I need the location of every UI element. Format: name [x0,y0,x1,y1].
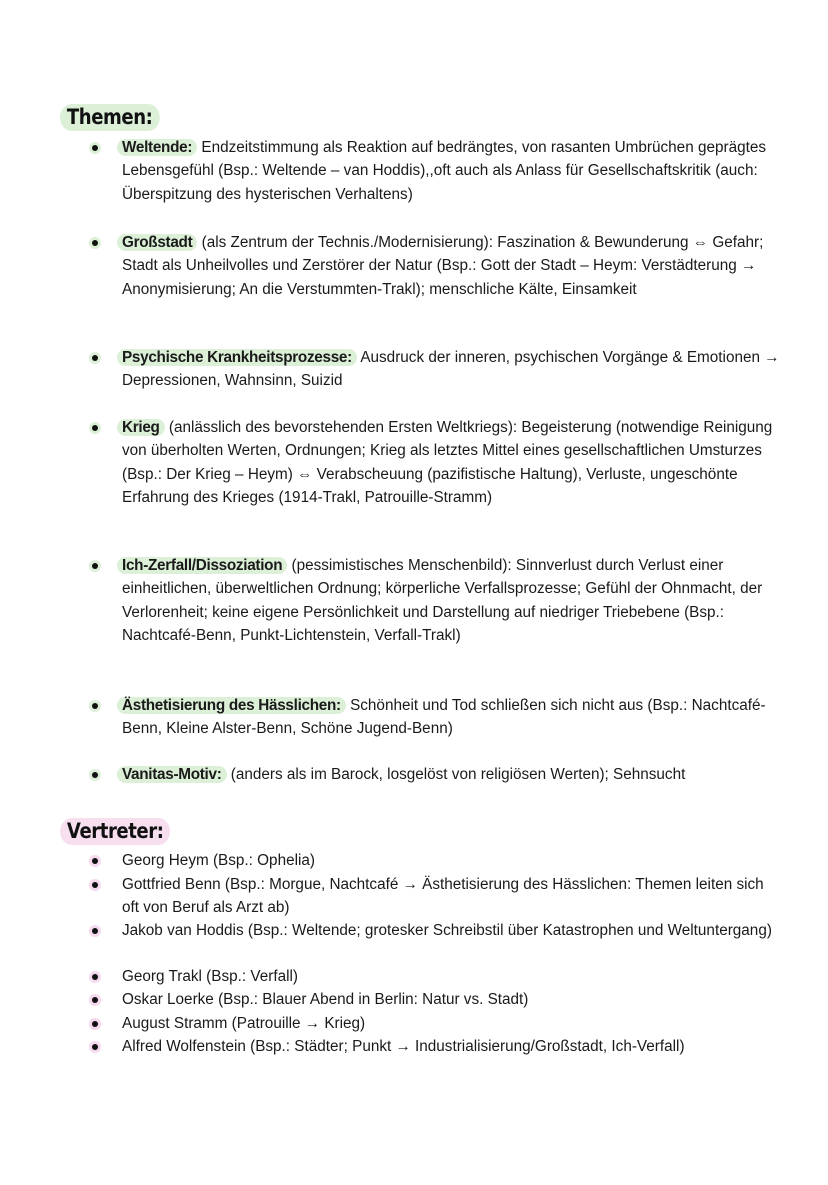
theme-item-psychische-krankheitsprozesse [92,346,782,393]
theme-description: (pessimistisches Menschenbild): Sinnverlust durch Verlust einer einheitlichen, überweltlichen Ordnung; körperliche Verfallsprozesse; Gefühl der Ohnmacht, der Verlorenheit; keine eigene Persönlichkeit und Darstellung auf niedriger Triebebene (Bsp.: Nachtcafé-Benn, Punkt-Lichtenstein, Verfall-Trakl) [122,557,763,644]
theme-item-weltende [92,136,782,206]
theme-description: (anlässlich des bevorstehenden Ersten Weltkriegs): Begeisterung (notwendige Reinigung von überholten Werten, Ordnungen; Krieg als letztes Mittel eines gesellschaftlichen Umsturzes (Bsp.: Der Krieg – Heym) ⇔ Verabscheuung (pazifistische Haltung), Verluste, ungeschönte Erfahrung des Krieges (1914-Trakl, Patrouille-Stramm) [122,419,773,506]
bullet-icon [92,1021,98,1027]
bullet-icon [92,772,98,778]
theme-keyword: Krieg [117,419,165,436]
theme-keyword: Großstadt [117,234,197,251]
representative-item [92,1012,782,1035]
theme-keyword: Ich-Zerfall/Dissoziation [117,557,287,574]
representative-text: Alfred Wolfenstein (Bsp.: Städter; Punkt → Industrialisierung/Großstadt, Ich-Verfall) [122,1038,685,1055]
bullet-icon [92,928,98,934]
representative-item [92,873,782,920]
theme-description: (als Zentrum der Technis./Modernisierung): Faszination & Bewunderung ⇔ Gefahr; Stadt als Unheilvolles und Zerstörer der Natur (Bsp.: Gott der Stadt – Heym: Verstädterung → Anonymisierung; An die Verstummten-Trakl); menschliche Kälte, Einsamkeit [122,234,764,298]
theme-item-grossstadt [92,231,782,301]
theme-keyword: Vanitas-Motiv: [117,766,227,783]
theme-description: (anders als im Barock, losgelöst von religiösen Werten); Sehnsucht [226,766,686,783]
bullet-icon [92,858,98,864]
representative-text: Oskar Loerke (Bsp.: Blauer Abend in Berlin: Natur vs. Stadt) [122,991,529,1008]
representative-text: August Stramm (Patrouille → Krieg) [122,1015,366,1032]
theme-description: Ausdruck der inneren, psychischen Vorgänge & Emotionen → Depressionen, Wahnsinn, Suizid [122,349,780,390]
theme-keyword: Psychische Krankheitsprozesse: [117,349,357,366]
theme-keyword: Weltende: [117,139,197,156]
theme-item-ich-zerfall [92,554,782,647]
theme-description: Endzeitstimmung als Reaktion auf bedrängtes, von rasanten Umbrüchen geprägtes Lebensgefühl (Bsp.: Weltende – van Hoddis),,oft auch als Anlass für Gesellschaftskritik (auch: Überspitzung des hysterischen Verhaltens) [122,139,766,203]
bullet-icon [92,563,98,569]
representative-item [92,988,782,1011]
bullet-icon [92,1044,98,1050]
bullet-icon [92,974,98,980]
representative-text: Georg Heym (Bsp.: Ophelia) [122,852,315,869]
bullet-icon [92,425,98,431]
theme-description: Schönheit und Tod schließen sich nicht aus (Bsp.: Nachtcafé-Benn, Kleine Alster-Benn, Schöne Jugend-Benn) [122,697,766,738]
bullet-icon [92,145,98,151]
representative-text: Jakob van Hoddis (Bsp.: Weltende; grotesker Schreibstil über Katastrophen und Weltuntergang) [122,922,772,939]
representatives-heading: Vertreter: [60,818,170,845]
theme-item-aesthetisierung [92,694,782,741]
themes-heading: Themen: [60,104,159,131]
theme-item-vanitas [92,763,782,786]
representative-text: Georg Trakl (Bsp.: Verfall) [122,968,298,985]
bullet-icon [92,997,98,1003]
representative-item [92,1035,782,1058]
representative-item [92,849,782,872]
bullet-icon [92,355,98,361]
theme-item-krieg [92,416,782,509]
representative-item [92,965,782,988]
representative-text: Gottfried Benn (Bsp.: Morgue, Nachtcafé → Ästhetisierung des Hässlichen: Themen leiten sich oft von Beruf als Arzt ab) [122,876,764,917]
bullet-icon [92,882,98,888]
bullet-icon [92,703,98,709]
bullet-icon [92,240,98,246]
representative-item [92,919,782,942]
theme-keyword: Ästhetisierung des Hässlichen: [117,697,346,714]
